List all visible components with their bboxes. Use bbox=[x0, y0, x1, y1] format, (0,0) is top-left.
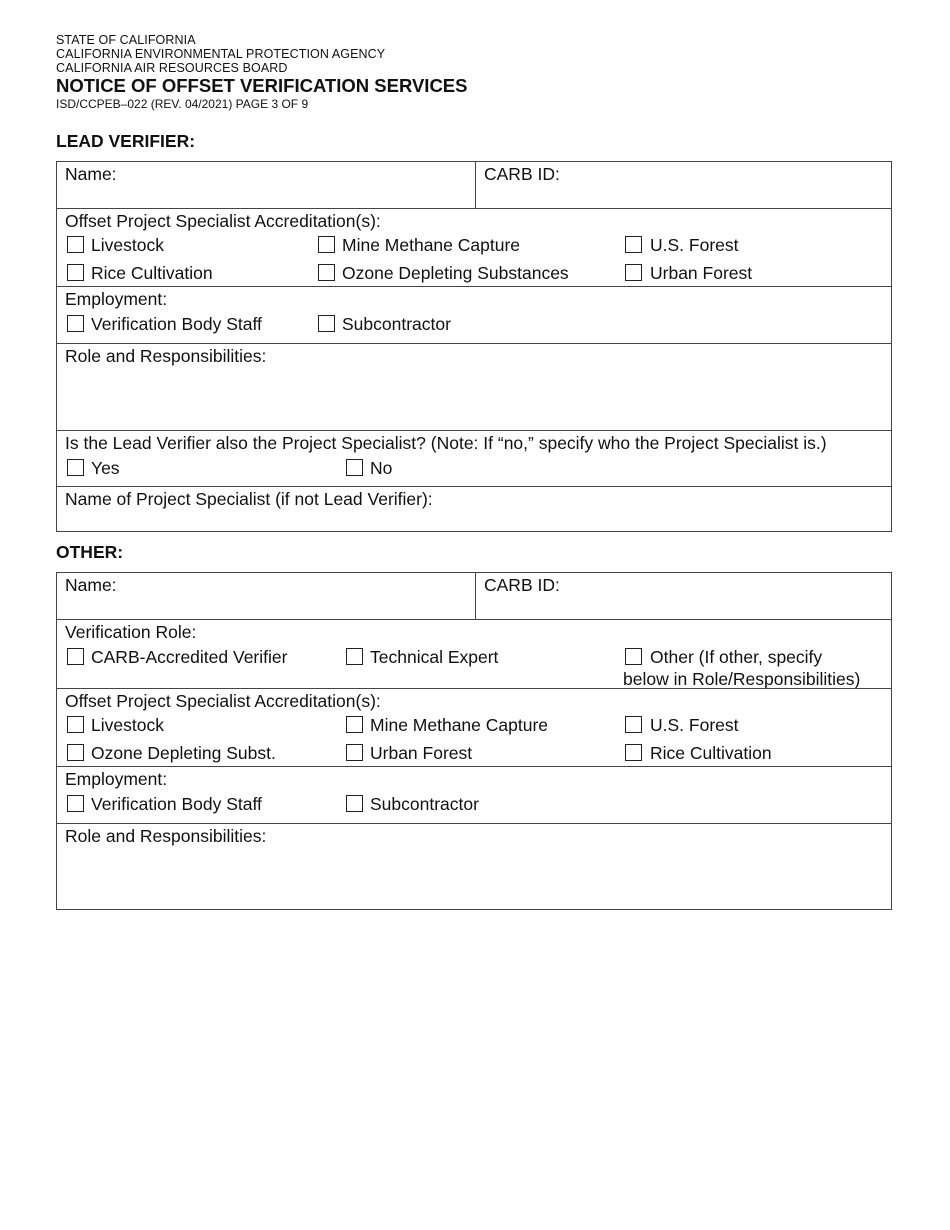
lead-rice-checkbox[interactable] bbox=[67, 264, 84, 281]
other-us-forest-checkbox[interactable] bbox=[625, 716, 642, 733]
other-rice-checkbox[interactable] bbox=[625, 744, 642, 761]
lead-us-forest-label: U.S. Forest bbox=[650, 235, 739, 255]
form-title: NOTICE OF OFFSET VERIFICATION SERVICES bbox=[56, 75, 468, 96]
lead-accreditation-label: Offset Project Specialist Accreditation(s): bbox=[65, 211, 381, 231]
other-us-forest-label: U.S. Forest bbox=[650, 715, 739, 735]
other-employment-row bbox=[57, 766, 891, 823]
lead-accreditation-row bbox=[57, 208, 891, 286]
other-other-role-label: Other (If other, specify bbox=[650, 647, 823, 667]
lead-vb-staff-checkbox[interactable] bbox=[67, 315, 84, 332]
other-carb-verifier-checkbox[interactable] bbox=[67, 648, 84, 665]
other-technical-expert-checkbox[interactable] bbox=[346, 648, 363, 665]
lead-employment-label: Employment: bbox=[65, 289, 168, 309]
form-id: ISD/CCPEB–022 (REV. 04/2021) PAGE 3 OF 9 bbox=[56, 97, 309, 111]
divider bbox=[475, 162, 476, 208]
lead-verifier-table bbox=[56, 161, 892, 532]
lead-yes-checkbox[interactable] bbox=[67, 459, 84, 476]
lead-subcontractor-checkbox[interactable] bbox=[318, 315, 335, 332]
other-verification-role-row bbox=[57, 619, 891, 688]
other-accreditation-label: Offset Project Specialist Accreditation(s): bbox=[65, 691, 381, 711]
lead-urban-forest-checkbox[interactable] bbox=[625, 264, 642, 281]
other-verification-role-label: Verification Role: bbox=[65, 622, 197, 642]
lead-no-label: No bbox=[370, 458, 393, 478]
lead-carb-id-field[interactable]: CARB ID: bbox=[484, 164, 560, 184]
other-livestock-checkbox[interactable] bbox=[67, 716, 84, 733]
other-vb-staff-checkbox[interactable] bbox=[67, 795, 84, 812]
form-header bbox=[56, 33, 468, 111]
lead-mine-methane-label: Mine Methane Capture bbox=[342, 235, 521, 255]
lead-specialist-name-field[interactable]: Name of Project Specialist (if not Lead Verifier): bbox=[65, 489, 433, 509]
lead-us-forest-checkbox[interactable] bbox=[625, 236, 642, 253]
other-technical-expert-label: Technical Expert bbox=[370, 647, 499, 667]
lead-urban-forest-label: Urban Forest bbox=[650, 263, 753, 283]
lead-rice-label: Rice Cultivation bbox=[91, 263, 213, 283]
agency-line: CALIFORNIA ENVIRONMENTAL PROTECTION AGENCY bbox=[56, 47, 386, 61]
lead-yes-label: Yes bbox=[91, 458, 120, 478]
board-line: CALIFORNIA AIR RESOURCES BOARD bbox=[56, 61, 288, 75]
other-other-role-checkbox[interactable] bbox=[625, 648, 642, 665]
other-ozone-checkbox[interactable] bbox=[67, 744, 84, 761]
other-rice-label: Rice Cultivation bbox=[650, 743, 772, 763]
other-name-field[interactable]: Name: bbox=[65, 575, 117, 595]
lead-verifier-heading: LEAD VERIFIER: bbox=[56, 131, 196, 151]
other-heading: OTHER: bbox=[56, 542, 124, 562]
other-other-role-label-line2: below in Role/Responsibilities) bbox=[623, 669, 861, 689]
lead-specialist-question: Is the Lead Verifier also the Project Specialist? (Note: If “no,” specify who the Project Specialist is.) bbox=[65, 433, 827, 453]
other-vb-staff-label: Verification Body Staff bbox=[91, 794, 262, 814]
lead-role-field[interactable]: Role and Responsibilities: bbox=[65, 346, 267, 366]
other-urban-forest-checkbox[interactable] bbox=[346, 744, 363, 761]
other-table bbox=[56, 572, 892, 910]
lead-role-row bbox=[57, 343, 891, 430]
lead-name-field[interactable]: Name: bbox=[65, 164, 117, 184]
lead-ozone-checkbox[interactable] bbox=[318, 264, 335, 281]
lead-ozone-label: Ozone Depleting Substances bbox=[342, 263, 569, 283]
lead-subcontractor-label: Subcontractor bbox=[342, 314, 451, 334]
lead-livestock-label: Livestock bbox=[91, 235, 164, 255]
divider bbox=[475, 573, 476, 619]
other-carb-verifier-label: CARB-Accredited Verifier bbox=[91, 647, 288, 667]
other-mine-methane-label: Mine Methane Capture bbox=[370, 715, 549, 735]
other-livestock-label: Livestock bbox=[91, 715, 164, 735]
lead-mine-methane-checkbox[interactable] bbox=[318, 236, 335, 253]
state-line: STATE OF CALIFORNIA bbox=[56, 33, 196, 47]
lead-name-row bbox=[57, 162, 891, 208]
other-role-field[interactable]: Role and Responsibilities: bbox=[65, 826, 267, 846]
other-accreditation-row bbox=[57, 688, 891, 766]
other-ozone-label: Ozone Depleting Subst. bbox=[91, 743, 276, 763]
other-mine-methane-checkbox[interactable] bbox=[346, 716, 363, 733]
other-subcontractor-label: Subcontractor bbox=[370, 794, 479, 814]
other-urban-forest-label: Urban Forest bbox=[370, 743, 473, 763]
other-role-row bbox=[57, 823, 891, 910]
other-carb-id-field[interactable]: CARB ID: bbox=[484, 575, 560, 595]
other-employment-label: Employment: bbox=[65, 769, 168, 789]
lead-livestock-checkbox[interactable] bbox=[67, 236, 84, 253]
lead-no-checkbox[interactable] bbox=[346, 459, 363, 476]
other-subcontractor-checkbox[interactable] bbox=[346, 795, 363, 812]
lead-specialist-row bbox=[57, 430, 891, 486]
lead-employment-row bbox=[57, 286, 891, 343]
other-name-row bbox=[57, 573, 891, 619]
lead-vb-staff-label: Verification Body Staff bbox=[91, 314, 262, 334]
lead-specialist-name-row bbox=[57, 486, 891, 532]
